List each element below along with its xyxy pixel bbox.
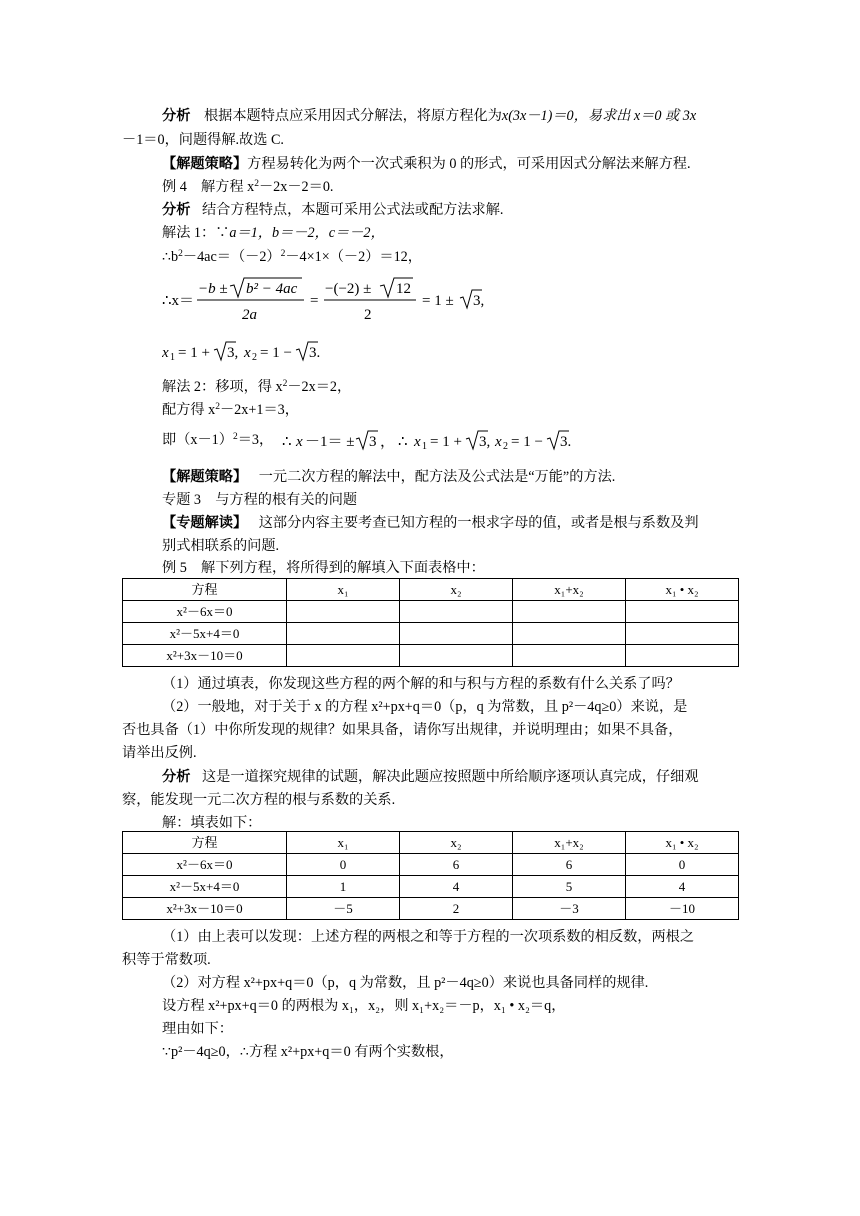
topic-intro-label: 【专题解读】 [162,515,248,531]
strategy-2-label: 【解题策略】 [162,469,248,485]
analysis-2-label: 分析 [162,202,191,218]
svg-text:1: 1 [170,352,175,363]
header-x2: x₂ [400,579,513,601]
svg-text:3: 3 [369,434,377,450]
question-2-line-1: （2）一般地，对于关于 x 的方程 x²+px+q＝0（p，q 为常数，且 p²－4q≥0）来说，是 [162,699,688,715]
svg-text:x: x [414,434,421,450]
svg-text:x: x [162,345,169,361]
analysis-equation: x(3x－1)＝0，易求出 x＝0 或 3x [501,108,697,124]
table-cell [287,601,400,623]
quadratic-formula-svg [162,276,492,326]
table-cell: 6 [513,854,626,876]
discriminant-a: ∴b [162,249,179,265]
result-1-line-2: 积等于常数项. [122,952,211,968]
analysis-2-line [162,201,503,219]
table-cell: 2 [400,898,513,920]
header-product: x₁ • x₂ [626,579,739,601]
svg-text:3,: 3, [479,434,491,450]
analysis-label: 分析 [162,108,191,124]
table-cell: 6 [400,854,513,876]
header-sum: x₁+x₂ [513,832,626,854]
table-cell: 4 [400,876,513,898]
svg-text:−b ±: −b ± [198,281,228,297]
formula-denominator-2: 2 [364,307,372,323]
svg-text:12: 12 [396,281,411,297]
example-4-text-b: －2x－2＝0. [258,179,334,195]
analysis-3-line-2: 察，能发现一元二次方程的根与系数的关系. [122,792,396,808]
method-2-result-b: ＝3， [237,432,274,448]
example-5-line: 例 5 解下列方程，将所得到的解填入下面表格中： [162,560,485,576]
svg-text:，: ， [380,434,396,450]
table-header-row [123,579,739,601]
svg-text:2: 2 [252,352,257,363]
example-4-text-a: 例 4 解方程 x [162,179,255,195]
svg-text:3,: 3, [473,293,485,309]
table-cell: 0 [626,854,739,876]
svg-text:2: 2 [503,441,508,452]
table-cell [626,601,739,623]
method-1-label: 解法 1：∵ [162,225,230,241]
table-cell [513,601,626,623]
table-cell [513,645,626,667]
svg-text:= 1 ±: = 1 ± [422,293,454,309]
table-cell [626,623,739,645]
equation-cell: x²+3x－10＝0 [123,645,287,667]
quadratic-formula [162,276,492,326]
table-cell: 1 [287,876,400,898]
analysis-line-2: －1＝0，问题得解.故选 C. [122,132,284,148]
svg-text:x: x [495,434,502,450]
method-2-a: 解法 2：移项，得 x [162,379,283,395]
table-cell: 5 [513,876,626,898]
svg-text:= 1 −: = 1 − [260,345,292,361]
strategy-line-1 [162,155,691,173]
discriminant-line: $\therefore b^2-4ac=(-2)^2-4\times 1\times(-2)=12$， [162,249,422,265]
table-cell [626,645,739,667]
equation-cell: x²－5x+4＝0 [123,623,287,645]
question-1: （1）通过填表，你发现这些方程的两个解的和与积与方程的系数有什么关系了吗？ [162,676,680,692]
svg-text:−(−2) ±: −(−2) ± [325,281,372,297]
svg-text:3.: 3. [309,345,321,361]
table-cell [400,645,513,667]
table-cell [287,623,400,645]
question-2-line-2: 否也具备（1）中你所发现的规律？如果具备，请你写出规律，并说明理由；如果不具备， [122,722,683,738]
table-cell [287,645,400,667]
table-cell: －10 [626,898,739,920]
table-cell: 0 [287,854,400,876]
svg-text:∴: ∴ [398,434,408,450]
discriminant-c: －4×1×（－2）＝12， [285,249,422,265]
filled-answer-table [122,831,739,920]
table-row [123,854,739,876]
roots-result-svg [162,338,362,364]
strategy-label: 【解题策略】 [162,156,248,172]
solution-intro: 解：填表如下： [162,815,262,831]
header-sum: x₁+x₂ [513,579,626,601]
table-cell: －5 [287,898,400,920]
strategy-text: 方程易转化为两个一次式乘积为 0 的形式，可采用因式分解法来解方程. [247,156,691,172]
equation-cell: x²－5x+4＝0 [123,876,287,898]
discriminant-b: －4ac＝（－2） [182,249,281,265]
table-cell: 4 [626,876,739,898]
reason-line: ∵p²－4q≥0，∴方程 x²+px+q＝0 有两个实数根， [162,1044,454,1060]
reason-intro: 理由如下： [162,1021,233,1037]
table-cell [400,623,513,645]
result-1-line-1: （1）由上表可以发现：上述方程的两根之和等于方程的一次项系数的相反数，两根之 [162,929,695,945]
table-cell: －3 [513,898,626,920]
empty-answer-table [122,578,739,667]
table-row [123,601,739,623]
method-2-result-line: 即$(x-1)^2=3$， [162,432,274,448]
topic-intro-line-2: 别式相联系的问题. [162,538,280,554]
table-row [123,876,739,898]
complete-square-a: 配方得 x [162,402,216,418]
analysis-2-text: 结合方程特点，本题可采用公式法或配方法求解. [201,202,504,218]
method-1-line [162,224,385,242]
strategy-2-text: 一元二次方程的解法中，配方法及公式法是“万能”的方法. [258,469,616,485]
question-2-line-3: 请举出反例. [122,745,197,761]
analysis-text: 根据本题特点应采用因式分解法，将原方程化为 [203,108,502,124]
svg-text:1: 1 [422,441,427,452]
analysis-3-line-1 [162,768,699,786]
method-2-line: 解法 2：移项，得 $x^2-2x=2$， [162,379,352,395]
svg-text:= 1 +: = 1 + [430,434,462,450]
equation-cell: x²+3x－10＝0 [123,898,287,920]
header-product: x₁ • x₂ [626,832,739,854]
topic-intro-text: 这部分内容主要考查已知方程的一根求字母的值，或者是根与系数及判 [258,515,699,531]
svg-text:= 1 −: = 1 − [511,434,543,450]
header-x1: x₁ [287,832,400,854]
method-2-b: －2x＝2， [287,379,352,395]
equation-cell: x²－6x＝0 [123,601,287,623]
strategy-2-line [162,468,615,486]
formula-denominator-1: 2a [242,307,257,323]
method-2-result-a: 即（x－1） [162,432,233,448]
result-2: （2）对方程 x²+px+q＝0（p，q 为常数，且 p²－4q≥0）来说也具备同样的规律. [162,975,649,991]
svg-text:3,: 3, [227,345,239,361]
method-1-coefficients: a＝1，b＝－2，c＝－2， [229,225,385,241]
svg-text:3.: 3. [560,434,572,450]
topic-intro-line-1 [162,514,699,532]
method-2-roots-svg [282,427,582,453]
header-equation: 方程 [123,832,287,854]
svg-text:x: x [296,434,303,450]
complete-square-line: 配方得 $x^2-2x+1=3$， [162,402,299,418]
table-header-row [123,832,739,854]
example-4-line: 例 4 解方程 $x^2-2x-2=0$. [162,179,334,195]
svg-text:x: x [244,345,251,361]
svg-text:=: = [310,293,319,309]
result-3: 设方程 x²+px+q＝0 的两根为 x₁，x₂，则 x₁+x₂＝－p，x₁ • x₂＝q， [162,998,566,1014]
svg-text:－1＝ ±: －1＝ ± [305,434,355,450]
table-cell [513,623,626,645]
header-x1: x₁ [287,579,400,601]
header-x2: x₂ [400,832,513,854]
table-cell [400,601,513,623]
topic-3-title: 专题 3 与方程的根有关的问题 [162,492,358,508]
table-row [123,623,739,645]
table-row [123,898,739,920]
roots-result [162,338,362,364]
analysis-3-label: 分析 [162,769,191,785]
complete-square-b: －2x+1＝3， [219,402,299,418]
analysis-3-text: 这是一道探究规律的试题，解决此题应按照题中所给顺序逐项认真完成，仔细观 [201,769,699,785]
analysis-line-1 [162,107,696,125]
svg-text:= 1 +: = 1 + [178,345,210,361]
svg-text:b² − 4ac: b² − 4ac [246,281,298,297]
formula-prefix: ∴x＝ [162,293,195,309]
table-row [123,645,739,667]
header-equation: 方程 [123,579,287,601]
method-2-roots [282,427,582,453]
svg-text:∴: ∴ [282,434,292,450]
equation-cell: x²－6x＝0 [123,854,287,876]
